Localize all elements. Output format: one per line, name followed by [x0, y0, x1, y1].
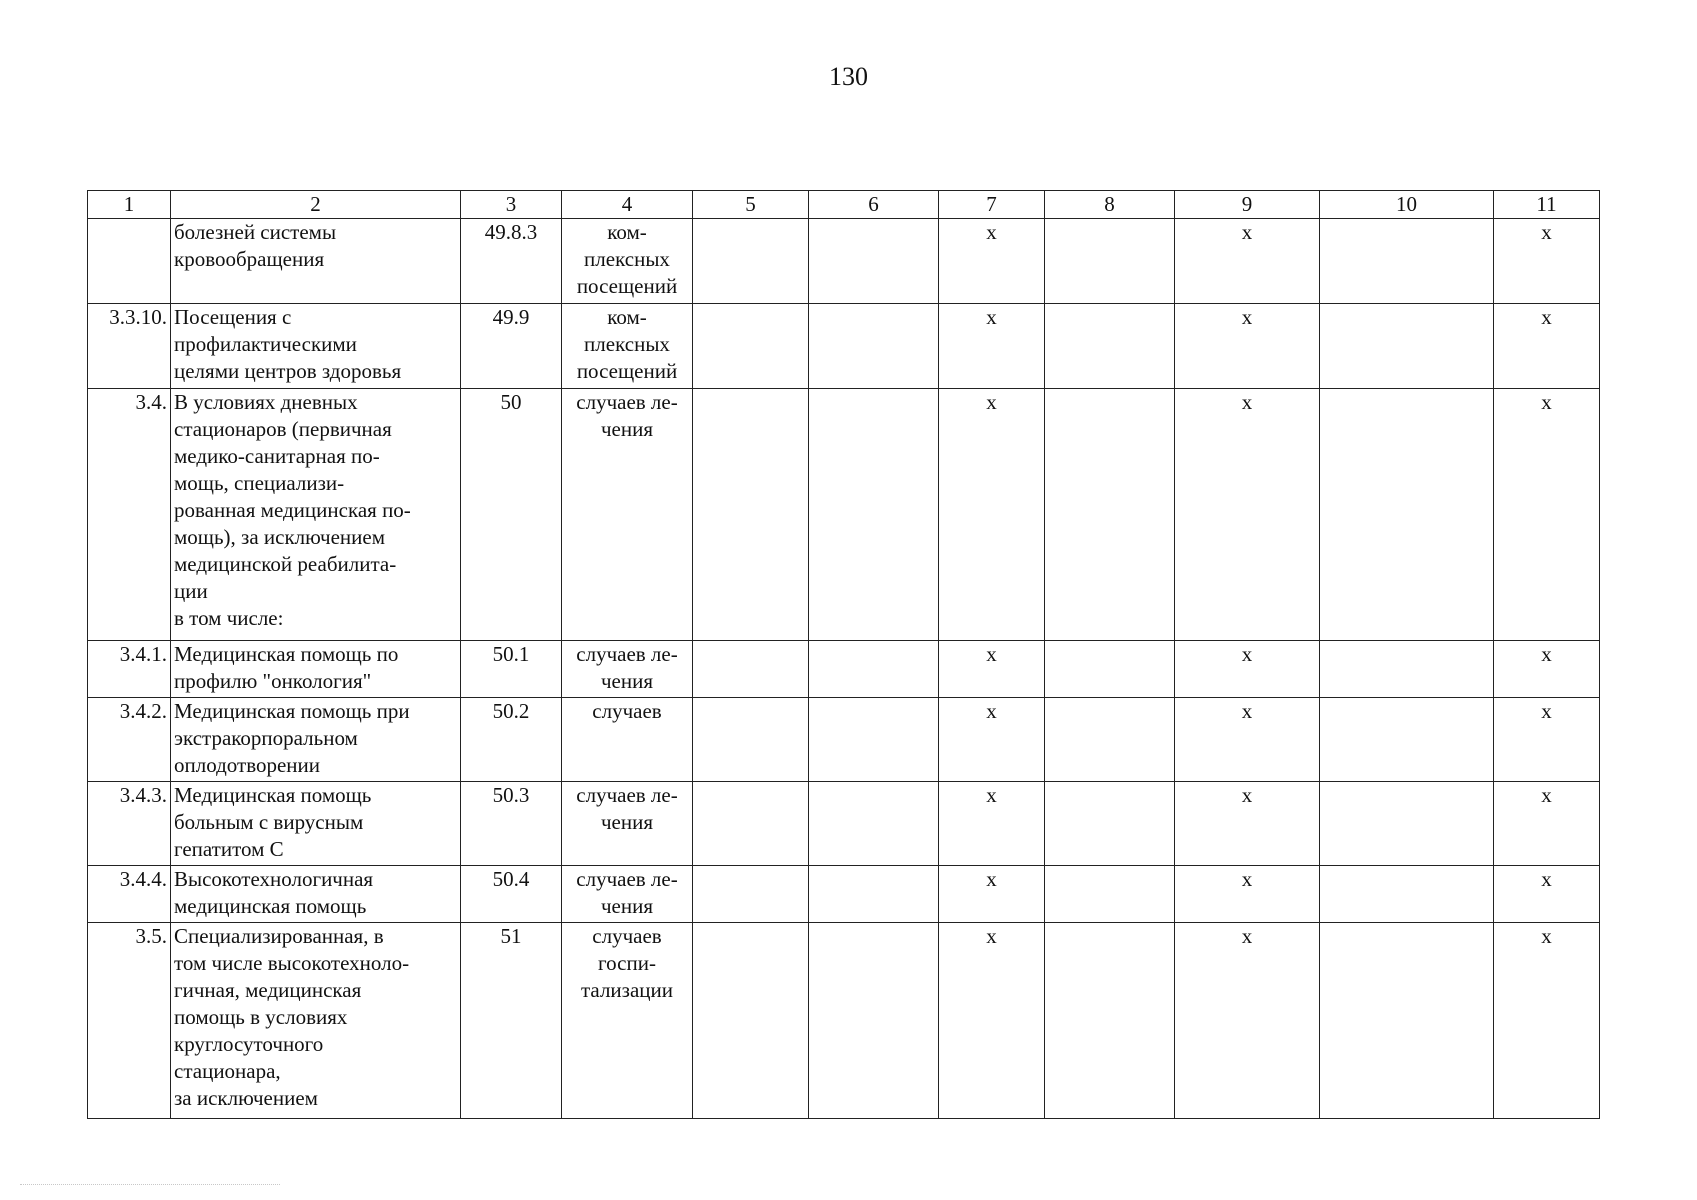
column-header: 7	[939, 191, 1045, 219]
cell-col-7: x	[939, 923, 1045, 1119]
row-number: 3.4.3.	[88, 782, 171, 866]
row-code: 50.1	[461, 641, 562, 698]
cell-col-7: x	[939, 389, 1045, 641]
row-unit: случаев ле- чения	[562, 641, 693, 698]
cell-col-8	[1045, 219, 1175, 304]
cell-col-9: x	[1175, 219, 1320, 304]
cell-col-9: x	[1175, 389, 1320, 641]
cell-col-6	[809, 866, 939, 923]
row-unit: случаев ле- чения	[562, 782, 693, 866]
table-row	[88, 698, 1600, 782]
cell-col-5	[693, 866, 809, 923]
cell-col-7: x	[939, 304, 1045, 389]
cell-col-11: x	[1494, 304, 1600, 389]
cell-col-10	[1320, 698, 1494, 782]
row-number: 3.4.2.	[88, 698, 171, 782]
table-row	[88, 866, 1600, 923]
cell-col-6	[809, 219, 939, 304]
column-header: 10	[1320, 191, 1494, 219]
cell-col-9: x	[1175, 866, 1320, 923]
cell-col-6	[809, 923, 939, 1119]
cell-col-9: x	[1175, 698, 1320, 782]
cell-col-7: x	[939, 219, 1045, 304]
cell-col-10	[1320, 782, 1494, 866]
cell-col-7: x	[939, 641, 1045, 698]
row-unit: случаев	[562, 698, 693, 782]
cell-col-9: x	[1175, 782, 1320, 866]
cell-col-6	[809, 389, 939, 641]
cell-col-11: x	[1494, 389, 1600, 641]
cell-col-9: x	[1175, 641, 1320, 698]
row-code: 50.3	[461, 782, 562, 866]
cell-col-11: x	[1494, 782, 1600, 866]
cell-col-11: x	[1494, 866, 1600, 923]
cell-col-7: x	[939, 698, 1045, 782]
row-number: 3.4.4.	[88, 866, 171, 923]
row-code: 51	[461, 923, 562, 1119]
row-name: Посещения с профилактическими целями центров здоровья	[171, 304, 461, 389]
row-code: 50.4	[461, 866, 562, 923]
data-table	[87, 190, 1600, 1119]
cell-col-7: x	[939, 782, 1045, 866]
row-unit: случаев ле- чения	[562, 389, 693, 641]
cell-col-8	[1045, 866, 1175, 923]
table-row	[88, 304, 1600, 389]
cell-col-10	[1320, 219, 1494, 304]
row-name: Медицинская помощь по профилю "онкология"	[171, 641, 461, 698]
cell-col-8	[1045, 923, 1175, 1119]
row-number: 3.5.	[88, 923, 171, 1119]
cell-col-11: x	[1494, 923, 1600, 1119]
column-header: 9	[1175, 191, 1320, 219]
cell-col-8	[1045, 304, 1175, 389]
row-name: Высокотехнологичная медицинская помощь	[171, 866, 461, 923]
cell-col-8	[1045, 389, 1175, 641]
cell-col-8	[1045, 698, 1175, 782]
cell-col-7: x	[939, 866, 1045, 923]
cell-col-10	[1320, 389, 1494, 641]
row-number: 3.3.10.	[88, 304, 171, 389]
column-header: 5	[693, 191, 809, 219]
table-row	[88, 389, 1600, 641]
cell-col-5	[693, 219, 809, 304]
cell-col-9: x	[1175, 923, 1320, 1119]
row-number: 3.4.1.	[88, 641, 171, 698]
column-header: 11	[1494, 191, 1600, 219]
row-name: Специализированная, в том числе высокотехноло- гичная, медицинская помощь в условиях круглосуточного стационара, за исключением	[171, 923, 461, 1119]
row-name: болезней системы кровообращения	[171, 219, 461, 304]
cell-col-5	[693, 641, 809, 698]
table-row	[88, 782, 1600, 866]
scan-artifact-line	[20, 1184, 280, 1185]
cell-col-5	[693, 923, 809, 1119]
row-number: 3.4.	[88, 389, 171, 641]
page-number: 130	[829, 62, 868, 91]
row-name: В условиях дневных стационаров (первичная медико-санитарная по- мощь, специализи- рованная медицинская по- мощь), за исключением медицинской реабилита- ции в том числе:	[171, 389, 461, 641]
column-header: 2	[171, 191, 461, 219]
cell-col-11: x	[1494, 698, 1600, 782]
cell-col-5	[693, 304, 809, 389]
cell-col-11: x	[1494, 641, 1600, 698]
cell-col-10	[1320, 641, 1494, 698]
cell-col-8	[1045, 641, 1175, 698]
row-code: 49.8.3	[461, 219, 562, 304]
column-header: 4	[562, 191, 693, 219]
cell-col-6	[809, 641, 939, 698]
cell-col-5	[693, 389, 809, 641]
column-header: 3	[461, 191, 562, 219]
cell-col-8	[1045, 782, 1175, 866]
cell-col-9: x	[1175, 304, 1320, 389]
column-header: 1	[88, 191, 171, 219]
column-number-row	[88, 191, 1600, 219]
table-row	[88, 641, 1600, 698]
column-header: 8	[1045, 191, 1175, 219]
cell-col-5	[693, 782, 809, 866]
row-number	[88, 219, 171, 304]
row-code: 50.2	[461, 698, 562, 782]
row-name: Медицинская помощь больным с вирусным гепатитом С	[171, 782, 461, 866]
row-unit: ком- плексных посещений	[562, 219, 693, 304]
row-code: 50	[461, 389, 562, 641]
row-unit: случаев госпи- тализации	[562, 923, 693, 1119]
row-code: 49.9	[461, 304, 562, 389]
cell-col-6	[809, 698, 939, 782]
cell-col-10	[1320, 923, 1494, 1119]
row-unit: случаев ле- чения	[562, 866, 693, 923]
cell-col-5	[693, 698, 809, 782]
cell-col-6	[809, 304, 939, 389]
cell-col-6	[809, 782, 939, 866]
cell-col-10	[1320, 304, 1494, 389]
cell-col-10	[1320, 866, 1494, 923]
table-row	[88, 923, 1600, 1119]
row-unit: ком- плексных посещений	[562, 304, 693, 389]
cell-col-11: x	[1494, 219, 1600, 304]
table-row	[88, 219, 1600, 304]
column-header: 6	[809, 191, 939, 219]
row-name: Медицинская помощь при экстракорпоральном оплодотворении	[171, 698, 461, 782]
